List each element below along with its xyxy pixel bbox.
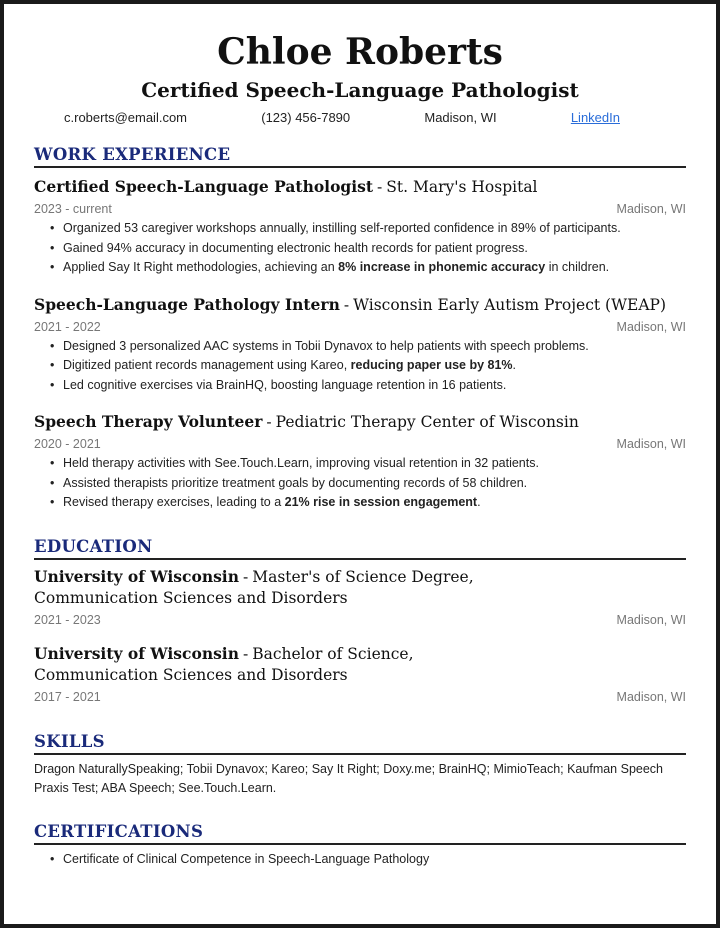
- skills-section: [34, 732, 686, 798]
- section-title-education: EDUCATION: [34, 537, 686, 560]
- employer: St. Mary's Hospital: [386, 178, 538, 196]
- phone-text: (123) 456-7890: [261, 110, 351, 125]
- achievement-item: • Led cognitive exercises via BrainHQ, boosting language retention in 16 patients.: [63, 376, 686, 396]
- education-heading: [34, 566, 686, 588]
- section-title-work: WORK EXPERIENCE: [34, 145, 686, 168]
- work-entry-meta: [34, 201, 686, 218]
- email-text: c.roberts@email.com: [64, 110, 188, 125]
- certification-item: • Certificate of Clinical Competence in Speech-Language Pathology: [63, 850, 686, 870]
- achievement-list: [34, 454, 686, 513]
- candidate-headline: Certified Speech-Language Pathologist: [141, 78, 579, 102]
- achievement-item: • Revised therapy exercises, leading to a 21% rise in session engagement.: [63, 493, 686, 513]
- employer: Pediatric Therapy Center of Wisconsin: [275, 413, 579, 431]
- degree-field: Communication Sciences and Disorders: [34, 588, 348, 607]
- work-entry-heading: [34, 294, 686, 316]
- work-entry: [34, 411, 686, 513]
- separator: -: [242, 644, 249, 663]
- location-text: Madison, WI: [424, 110, 497, 125]
- education-meta: [34, 612, 686, 629]
- education-heading: [34, 643, 686, 665]
- achievement-list: [34, 337, 686, 396]
- section-title-skills: SKILLS: [34, 732, 686, 755]
- contact-bar: [34, 110, 686, 125]
- job-title: Speech Therapy Volunteer: [34, 412, 263, 431]
- job-dates: 2023 - current: [34, 202, 112, 216]
- degree-line: Bachelor of Science,: [252, 644, 414, 663]
- achievement-item: • Held therapy activities with See.Touch.Learn, improving visual retention in 32 patients.: [63, 454, 686, 474]
- job-location: Madison, WI: [616, 319, 686, 334]
- skills-list: Dragon NaturallySpeaking; Tobii Dynavox; Kareo; Say It Right; Doxy.me; BrainHQ; MimioTeach; Kaufman Speech Praxis Test; ABA Speech; See.Touch.Learn.: [34, 761, 663, 795]
- achievement-item: • Organized 53 caregiver workshops annually, instilling self-reported confidence in 89% of participants.: [63, 219, 686, 239]
- separator: -: [242, 567, 249, 586]
- degree-line: Master's of Science Degree,: [252, 567, 474, 586]
- achievement-item: • Digitized patient records management using Kareo, reducing paper use by 81%.: [63, 356, 686, 376]
- achievement-item: • Gained 94% accuracy in documenting electronic health records for patient progress.: [63, 239, 686, 259]
- certification-list: [34, 850, 686, 870]
- achievement-list: [34, 219, 686, 278]
- highlight-text: reducing paper use by 81%: [350, 358, 513, 372]
- education-entry: [34, 643, 686, 706]
- achievement-item: • Designed 3 personalized AAC systems in Tobii Dynavox to help patients with speech problems.: [63, 337, 686, 357]
- school-name: University of Wisconsin: [34, 566, 239, 586]
- candidate-name: Chloe Roberts: [217, 31, 503, 73]
- education-dates: 2017 - 2021: [34, 689, 101, 704]
- work-entry-meta: [34, 319, 686, 336]
- work-entry-heading: [34, 411, 686, 433]
- education-location: Madison, WI: [616, 689, 686, 704]
- separator: -: [266, 413, 272, 431]
- work-experience-section: [34, 145, 686, 513]
- education-location: Madison, WI: [616, 612, 686, 627]
- education-meta: [34, 689, 686, 706]
- job-dates: 2021 - 2022: [34, 319, 101, 334]
- work-entry-meta: [34, 436, 686, 453]
- separator: -: [343, 295, 350, 314]
- school-name: University of Wisconsin: [34, 643, 239, 663]
- work-entry: [34, 176, 686, 278]
- education-dates: 2021 - 2023: [34, 612, 101, 627]
- work-entry-heading: [34, 176, 686, 198]
- job-dates: 2020 - 2021: [34, 437, 101, 451]
- achievement-item: • Assisted therapists prioritize treatment goals by documenting records of 58 children.: [63, 474, 686, 494]
- work-entry: [34, 294, 686, 396]
- highlight-text: 8% increase in phonemic accuracy: [338, 260, 546, 274]
- education-section: [34, 537, 686, 706]
- achievement-item: • Applied Say It Right methodologies, achieving an 8% increase in phonemic accuracy in children.: [63, 258, 686, 278]
- degree-field: Communication Sciences and Disorders: [34, 665, 348, 684]
- section-title-certifications: CERTIFICATIONS: [34, 822, 686, 845]
- separator: -: [377, 178, 383, 196]
- job-title: Speech-Language Pathology Intern: [34, 294, 340, 314]
- education-entry: [34, 566, 686, 629]
- highlight-text: 21% rise in session engagement: [284, 495, 478, 509]
- job-title: Certified Speech-Language Pathologist: [34, 177, 374, 196]
- certifications-section: [34, 822, 686, 870]
- job-location: Madison, WI: [616, 202, 686, 216]
- job-location: Madison, WI: [616, 437, 686, 451]
- employer: Wisconsin Early Autism Project (WEAP): [353, 295, 666, 314]
- linkedin-link[interactable]: LinkedIn: [570, 110, 620, 125]
